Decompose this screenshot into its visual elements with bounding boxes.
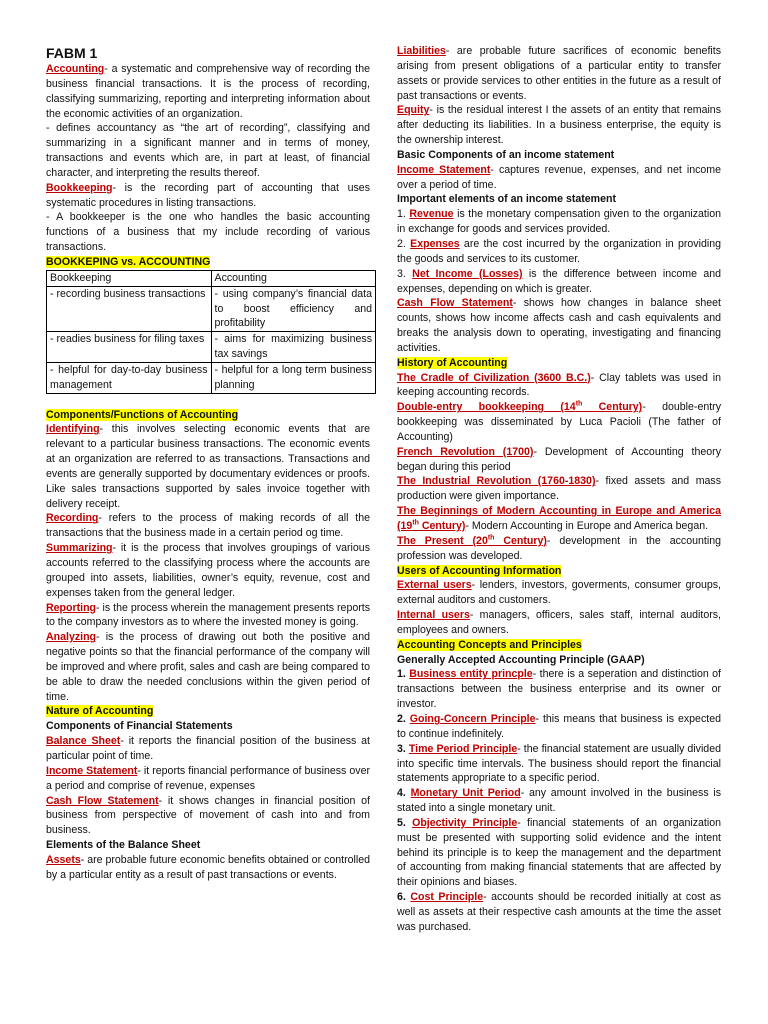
term-cash-flow-statement: Cash Flow Statement [397, 297, 513, 310]
elements-heading: Elements of the Balance Sheet [46, 839, 201, 852]
term-liabilities: Liabilities [397, 45, 446, 57]
term-business-entity: Business entity princple [409, 668, 533, 681]
term-modern-accounting: The Beginnings of Modern Accounting in Europe and America (19th Century) [397, 505, 721, 532]
page-title: FABM 1 [46, 45, 98, 61]
term-revenue: Revenue [409, 208, 454, 221]
term-accounting: Accounting [46, 63, 105, 75]
revenue-paragraph: 1. Revenue is the monetary compensation given to the organization in exchange for goods and services provided. [397, 208, 721, 236]
components-heading: Components of Financial Statements [46, 720, 233, 733]
term-assets: Assets [46, 853, 81, 866]
history-heading: History of Accounting [397, 356, 508, 369]
term-balance-sheet: Balance Sheet [46, 735, 121, 748]
table-cell: - helpful for day-to-day business management [47, 362, 212, 393]
comparison-table [46, 270, 376, 394]
liabilities-paragraph: Liabilities- are probable future sacrifices of economic benefits arising from present obligations of a particular entity to transfer assets or provide services to other entities in the future as a result of past transactions or events. [397, 45, 721, 102]
principle-1: 1. Business entity princple- there is a seperation and distinction of transactions between the business enterprise and its owner or investor. [397, 668, 721, 711]
expenses-paragraph: 2. Expenses are the cost incurred by the organization in providing the goods and services to its customer. [397, 237, 721, 265]
functions-heading: Components/Functions of Accounting [46, 408, 239, 421]
term-going-concern: Going-Concern Principle [409, 712, 536, 725]
basic-components-heading: Basic Components of an income statement [397, 148, 615, 161]
table-header-row [47, 270, 376, 286]
assets-paragraph: Assets- are probable future economic benefits obtained or controlled by a particular entity as a result of past transactions or events. [46, 853, 370, 881]
term-present: The Present (20th Century) [397, 534, 547, 547]
table-cell: - helpful for a long term business planning [211, 362, 376, 393]
income-statement-paragraph: Income Statement- captures revenue, expenses, and net income over a period of time. [397, 163, 721, 191]
identifying-paragraph: Identifying- this involves selecting economic events that are relevant to a particular business transactions. The economic events at an organization are referred to as transactions. Transactions and events are generally supported by documentary evidences or proofs. Like sales transactions supported by sales invoice together with delivery receipt. [46, 423, 370, 510]
right-column [397, 44, 721, 935]
table-header-cell: Bookkeeping [47, 270, 212, 286]
term-industrial-revolution: The Industrial Revolution (1760-1830) [397, 475, 596, 488]
important-elements-heading: Important elements of an income statement [397, 193, 616, 206]
analyzing-paragraph: Analyzing- is the process of drawing out both the positive and negative points so that the financial performance of the company will be improved and where profit, sales and cash are being compared to be able to draw the needed conclusions within the given period of time. [46, 631, 370, 703]
term-income-statement: Income Statement [46, 764, 138, 777]
principle-5: 5. Objectivity Principle- financial statements of an organization must be presented with supporting solid evidence and the intent behind its principle is to keep the management and the department of accounting from making financial statements that are affected by their opinions and biases. [397, 816, 721, 889]
principle-3: 3. Time Period Principle- the financial statement are usually divided into specific time intervals. The business should report the financial statements appropriate to a specific period. [397, 742, 721, 785]
recording-paragraph: Recording- refers to the process of making records of all the transactions that the business made in a certain period og time. [46, 512, 370, 540]
term-cash-flow-statement: Cash Flow Statement [46, 794, 159, 807]
concepts-heading: Accounting Concepts and Principles [397, 638, 582, 651]
bookkeeping-definition: Bookkeeping- is the recording part of accounting that uses systematic procedures in listing transactions. [46, 181, 370, 209]
principle-2: 2. Going-Concern Principle- this means that business is expected to continue indefinitely. [397, 712, 721, 740]
nature-heading: Nature of Accounting [46, 705, 154, 718]
balance-sheet-paragraph: Balance Sheet- it reports the financial position of the business at particular point of time. [46, 735, 370, 762]
table-row [47, 332, 376, 363]
reporting-paragraph: Reporting- is the process wherein the management presents reports to the company investors as to where the invested money is going. [46, 601, 370, 629]
net-income-paragraph: 3. Net Income (Losses) is the difference between income and expenses, depending on which is greater. [397, 267, 721, 295]
external-users-paragraph: External users- lenders, investors, goverments, consumer groups, external auditors and customers. [397, 579, 721, 607]
accounting-art-definition: - defines accountancy as “the art of recording”, classifying and summarizing in a significant manner and in terms of money, transactions and events which are, in part at least, of financial character, and interpreting the results thereof. [46, 122, 370, 179]
table-cell: - readies business for filing taxes [47, 332, 212, 363]
term-double-entry: Double-entry bookkeeping (14th Century) [397, 400, 643, 414]
term-internal-users: Internal users [397, 609, 470, 622]
cash-flow-paragraph: Cash Flow Statement- shows how changes in balance sheet counts, shows how income affects cash and cash equivalents and breaks the analysis down to operating, investigating and financing activities. [397, 297, 721, 354]
french-revolution-paragraph: French Revolution (1700)- Development of Accounting theory began during this period [397, 445, 721, 473]
term-equity: Equity [397, 104, 430, 117]
table-header-cell: Accounting [211, 270, 376, 286]
double-entry-paragraph: Double-entry bookkeeping (14th Century)- double-entry bookkeeping was disseminated by Luca Pacioli (The father of Accounting) [397, 400, 721, 443]
term-net-income: Net Income (Losses) [412, 267, 523, 280]
term-expenses: Expenses [410, 237, 460, 250]
term-summarizing: Summarizing [46, 542, 113, 555]
gaap-heading: Generally Accepted Accounting Principle (GAAP) [397, 653, 645, 666]
accounting-definition: Accounting- a systematic and comprehensive way of recording the business financial transactions. It is the process of recording, classifying summarizing, reporting and interpreting information about the economic activities of an organization. [46, 63, 370, 120]
equity-paragraph: Equity- is the residual interest I the assets of an entity that remains after deducting its liabilities. In a business enterprise, the equity is the ownership interest. [397, 104, 721, 147]
cash-flow-paragraph: Cash Flow Statement- it shows changes in financial position of business from perspective of movement of cash into and from business. [46, 794, 370, 837]
term-bookkeeping: Bookkeeping [46, 181, 113, 194]
term-reporting: Reporting [46, 601, 97, 614]
term-time-period: Time Period Principle [408, 742, 518, 755]
users-heading: Users of Accounting Information [397, 564, 562, 577]
term-objectivity: Objectivity Principle [412, 816, 518, 829]
modern-accounting-paragraph: The Beginnings of Modern Accounting in Europe and America (19th Century)- Modern Accounting in Europe and America began. [397, 505, 721, 532]
principle-4: 4. Monetary Unit Period- any amount involved in the business is stated into a single monetary unit. [397, 787, 721, 815]
spacer [46, 394, 370, 408]
present-paragraph: The Present (20th Century)- development in the accounting profession was developed. [397, 534, 721, 562]
vs-heading: BOOKKEPING vs. ACCOUNTING [46, 255, 211, 268]
table-cell: - recording business transactions [47, 286, 212, 332]
term-cradle-of-civilization: The Cradle of Civilization (3600 B.C.) [397, 371, 591, 384]
internal-users-paragraph: Internal users- managers, officers, sales staff, internal auditors, employees and owners. [397, 609, 722, 636]
term-monetary-unit: Monetary Unit Period [410, 787, 521, 800]
table-row [47, 286, 376, 332]
cradle-paragraph: The Cradle of Civilization (3600 B.C.)- Clay tablets was used in keeping accounting records. [397, 371, 721, 399]
term-external-users: External users [397, 579, 472, 592]
term-income-statement: Income Statement [397, 163, 491, 176]
left-column [46, 44, 370, 883]
income-statement-paragraph: Income Statement- it reports financial performance of business over a period and comprise of revenue, expenses [46, 764, 370, 792]
table-row [47, 362, 376, 393]
table-cell: - aims for maximizing business tax savings [211, 332, 376, 363]
term-cost-principle: Cost Principle [410, 891, 484, 904]
bookkeeper-note: - A bookkeeper is the one who handles the basic accounting functions of a business that my include recording of various transactions. [46, 211, 370, 254]
term-french-revolution: French Revolution (1700) [397, 445, 534, 458]
table-cell: - using company’s financial data to boost efficiency and profitability [211, 286, 376, 332]
term-identifying: Identifying [46, 423, 100, 436]
term-recording: Recording [46, 512, 99, 525]
term-analyzing: Analyzing [46, 631, 97, 644]
industrial-revolution-paragraph: The Industrial Revolution (1760-1830)- fixed assets and mass production were given importance. [397, 475, 722, 503]
summarizing-paragraph: Summarizing- it is the process that involves groupings of various accounts referred to the classifying process where the accounts are grouped into assets, liabilities, owner’s equity, revenue, cost and expenses taken from the general ledger. [46, 542, 370, 599]
principle-6: 6. Cost Principle- accounts should be recorded initially at cost as well as assets at their respective cash amounts at the time the asset was purchased. [397, 891, 722, 933]
